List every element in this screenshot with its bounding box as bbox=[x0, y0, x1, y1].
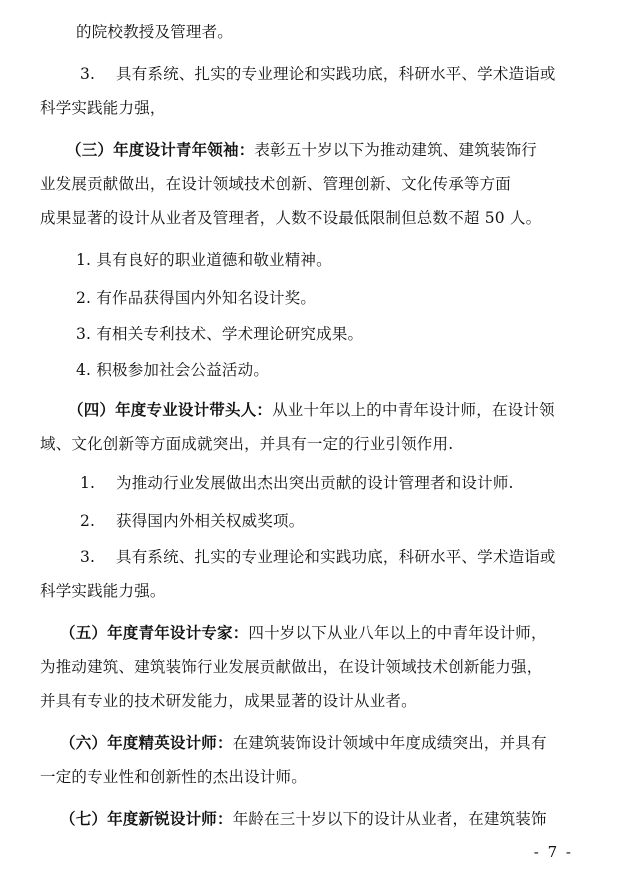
line-text: 表彰五十岁以下为推动建筑、建筑装饰行 bbox=[254, 141, 538, 159]
line-text: 在建筑装饰设计领域中年度成绩突出，并具有 bbox=[232, 734, 547, 752]
line-text: 2. 获得国内外相关权威奖项。 bbox=[80, 512, 305, 530]
section-heading-6 bbox=[60, 733, 547, 753]
text-line-16 bbox=[40, 581, 166, 601]
line-text: 成果显著的设计从业者及管理者，人数不设最低限制但总数不超 50 人。 bbox=[40, 209, 542, 227]
heading-text: （五）年度青年设计专家： bbox=[60, 624, 249, 642]
text-line-19 bbox=[40, 691, 417, 711]
line-text: 科学实践能力强。 bbox=[40, 582, 166, 600]
line-text: 从业十年以上的中青年设计师，在设计领 bbox=[272, 401, 555, 419]
line-text: 4. 积极参加社会公益活动。 bbox=[76, 361, 270, 379]
list-item bbox=[80, 547, 556, 567]
line-text: 业发展贡献做出，在设计领域技术创新、管理创新、文化传承等方面 bbox=[40, 175, 512, 193]
line-text: 四十岁以下从业八年以上的中青年设计师， bbox=[248, 624, 547, 642]
list-item bbox=[76, 360, 269, 380]
list-item bbox=[76, 250, 332, 270]
line-text: 域、文化创新等方面成就突出，并具有一定的行业引领作用. bbox=[40, 435, 454, 453]
text-line-12 bbox=[40, 434, 453, 454]
line-text: 并具有专业的技术研发能力，成果显著的设计从业者。 bbox=[40, 692, 417, 710]
list-item bbox=[80, 473, 514, 493]
text-line-1 bbox=[76, 22, 233, 42]
line-text: 1. 为推动行业发展做出杰出突出贡献的设计管理者和设计师. bbox=[80, 474, 514, 492]
line-text: 2. 有作品获得国内外知名设计奖。 bbox=[76, 289, 317, 307]
heading-text: （七）年度新锐设计师： bbox=[60, 810, 233, 828]
line-text: 年龄在三十岁以下的设计从业者，在建筑装饰 bbox=[232, 810, 547, 828]
heading-text: （三）年度设计青年领袖： bbox=[66, 141, 255, 159]
section-heading-7 bbox=[60, 809, 547, 829]
heading-text: （四）年度专业设计带头人： bbox=[68, 401, 273, 419]
line-text: 3. 有相关专利技术、学术理论研究成果。 bbox=[76, 325, 364, 343]
line-text: 1. 具有良好的职业道德和敬业精神。 bbox=[76, 251, 332, 269]
line-text: 的院校教授及管理者。 bbox=[76, 23, 234, 41]
text-line-18 bbox=[40, 657, 542, 677]
text-line-3 bbox=[40, 98, 166, 118]
text-line-5 bbox=[40, 174, 511, 194]
line-text: 3. 具有系统、扎实的专业理论和实践功底，科研水平、学术造诣或 bbox=[80, 65, 556, 83]
line-text: 一定的专业性和创新性的杰出设计师。 bbox=[40, 768, 307, 786]
line-text: 3. 具有系统、扎实的专业理论和实践功底，科研水平、学术造诣或 bbox=[80, 548, 556, 566]
text-line-6 bbox=[40, 208, 541, 228]
line-text: 为推动建筑、建筑装饰行业发展贡献做出，在设计领域技术创新能力强， bbox=[40, 658, 543, 676]
section-heading-4 bbox=[68, 400, 555, 420]
line-text: 科学实践能力强， bbox=[40, 99, 166, 117]
list-item bbox=[76, 288, 316, 308]
page-number: - 7 - bbox=[533, 843, 573, 861]
list-item bbox=[76, 324, 363, 344]
section-heading-3 bbox=[66, 140, 537, 160]
text-line-21 bbox=[40, 767, 307, 787]
text-line-2 bbox=[80, 64, 556, 84]
section-heading-5 bbox=[60, 623, 547, 643]
heading-text: （六）年度精英设计师： bbox=[60, 734, 233, 752]
list-item bbox=[80, 511, 304, 531]
